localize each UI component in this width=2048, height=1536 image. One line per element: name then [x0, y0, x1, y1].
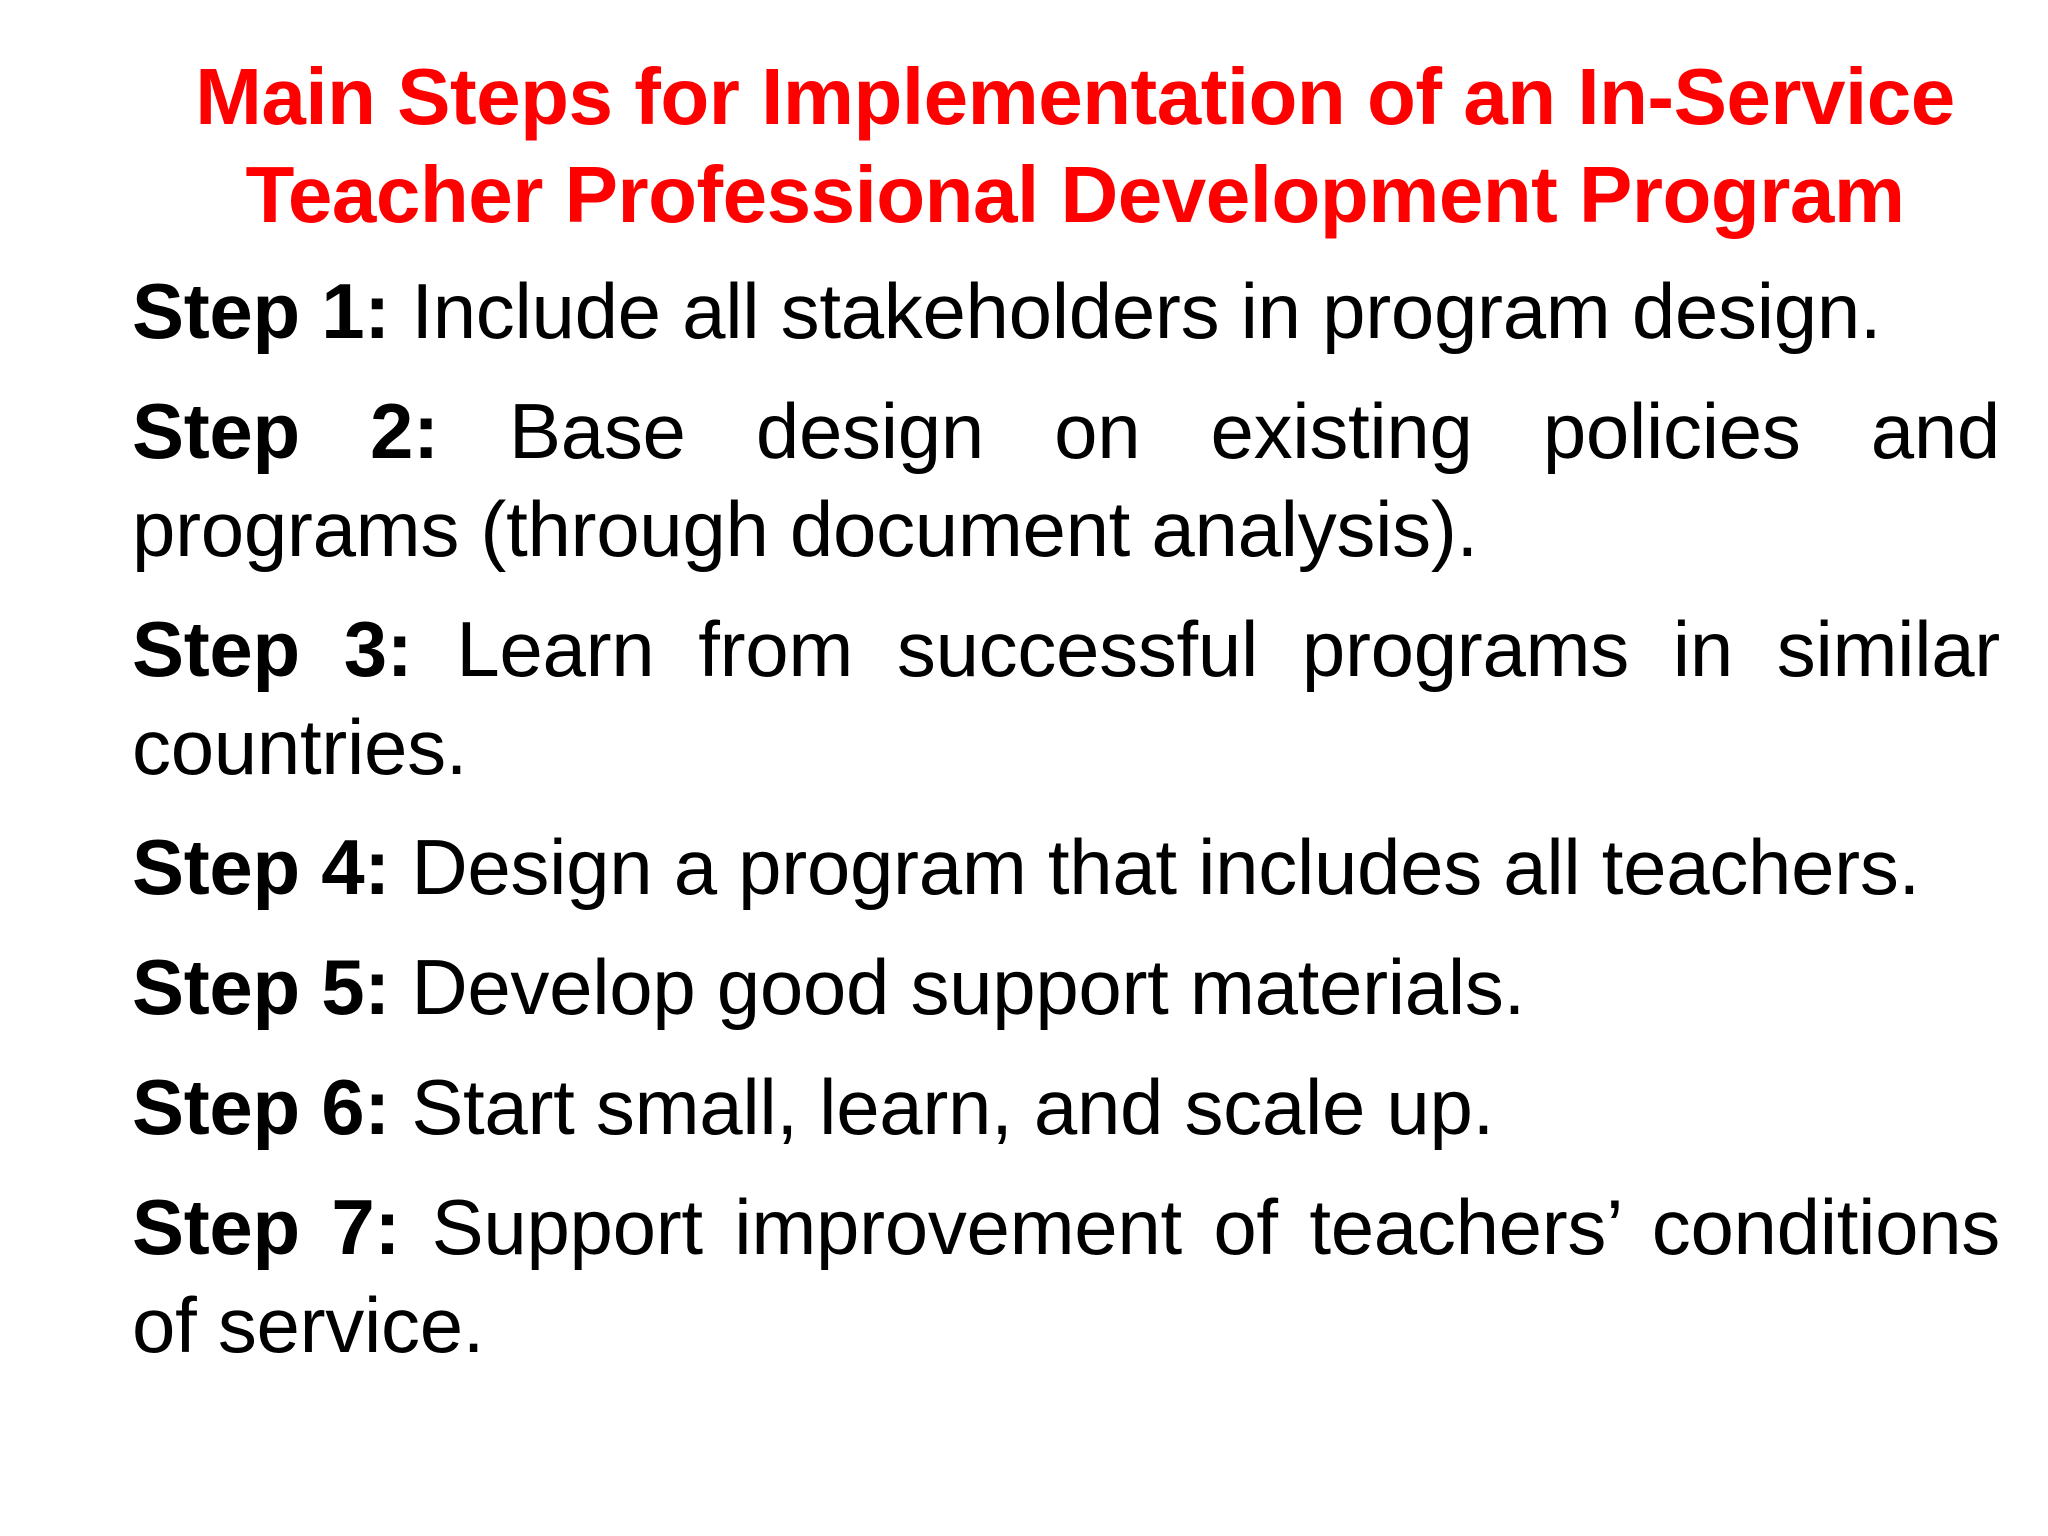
step-text: Learn from successful programs in similar countries. — [132, 605, 2000, 791]
step-label: Step 4: — [132, 823, 390, 911]
step-text: Develop good support materials. — [411, 943, 1525, 1031]
step-item-6 — [132, 1058, 2000, 1156]
step-label: Step 1: — [132, 267, 390, 355]
step-text: Support improvement of teachers’ conditions of service. — [132, 1183, 2001, 1369]
step-text: Design a program that includes all teachers. — [411, 823, 1920, 911]
step-item-5 — [132, 938, 2000, 1036]
step-item-3 — [132, 600, 2000, 796]
step-label: Step 3: — [132, 605, 413, 693]
slide-title-line-2: Teacher Professional Development Program — [245, 150, 1905, 239]
step-label: Step 6: — [132, 1063, 390, 1151]
slide-title — [100, 48, 2048, 244]
step-item-2 — [132, 382, 2000, 578]
step-label: Step 2: — [132, 387, 439, 475]
step-text: Include all stakeholders in program design. — [411, 267, 1882, 355]
step-label: Step 7: — [132, 1183, 401, 1271]
slide-title-line-1: Main Steps for Implementation of an In-Service — [195, 52, 1955, 141]
step-text: Start small, learn, and scale up. — [411, 1063, 1494, 1151]
steps-list — [132, 262, 2000, 1396]
step-item-1 — [132, 262, 2000, 360]
step-label: Step 5: — [132, 943, 390, 1031]
step-item-4 — [132, 818, 2000, 916]
step-item-7 — [132, 1178, 2000, 1374]
step-text: Base design on existing policies and programs (through document analysis). — [132, 387, 2001, 573]
